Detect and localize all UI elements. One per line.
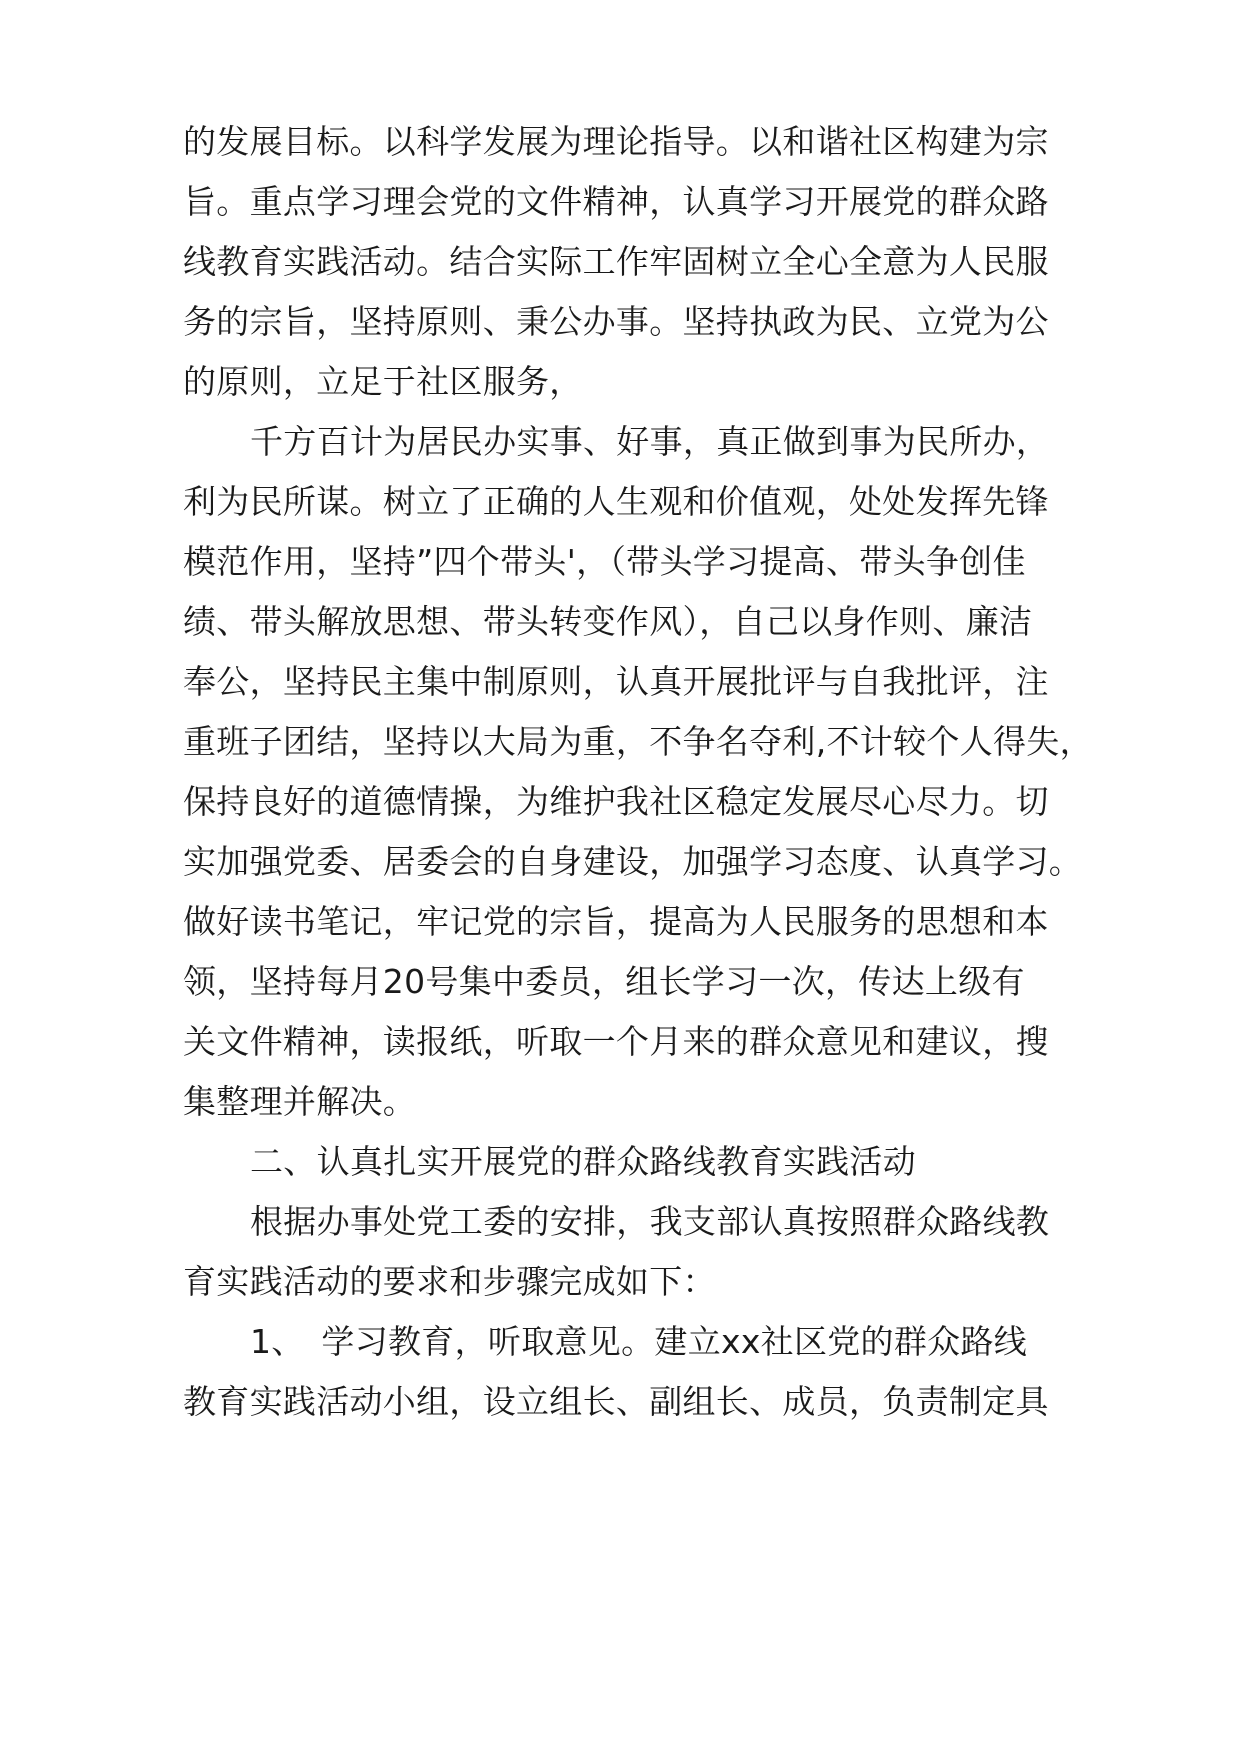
text-line: 的发展目标。以科学发展为理论指导。以和谐社区构建为宗 — [183, 122, 1049, 161]
text-line: 模范作用，坚持”四个带头'，（带头学习提高、带头争创佳 — [183, 542, 1026, 581]
paragraph-first-line: 根据办事处党工委的安排，我支部认真按照群众路线教 — [250, 1202, 1050, 1241]
text-line: 做好读书笔记，牢记党的宗旨，提高为人民服务的思想和本 — [183, 902, 1049, 941]
text-line: 的原则，立足于社区服务， — [183, 362, 583, 401]
text-line: 实加强党委、居委会的自身建设，加强学习态度、认真学习。 — [183, 842, 1083, 881]
text-line: 领，坚持每月20号集中委员，组长学习一次，传达上级有 — [183, 962, 1025, 1001]
text-line: 绩、带头解放思想、带头转变作风），自己以身作则、廉洁 — [183, 602, 1033, 641]
text-line: 务的宗旨，坚持原则、秉公办事。坚持执政为民、立党为公 — [183, 302, 1049, 341]
text-line: 关文件精神，读报纸，听取一个月来的群众意见和建议，搜 — [183, 1022, 1049, 1061]
text-line: 教育实践活动小组，设立组长、副组长、成员，负责制定具 — [183, 1382, 1049, 1421]
text-line: 育实践活动的要求和步骤完成如下： — [183, 1262, 716, 1301]
paragraph-first-line: 千方百计为居民办实事、好事，真正做到事为民所办， — [250, 422, 1050, 461]
text-line: 重班子团结，坚持以大局为重，不争名夺利,不计较个人得失， — [183, 722, 1093, 761]
text-line: 旨。重点学习理会党的文件精神，认真学习开展党的群众路 — [183, 182, 1049, 221]
text-line: 集整理并解决。 — [183, 1082, 417, 1121]
section-heading: 二、认真扎实开展党的群众路线教育实践活动 — [250, 1142, 916, 1181]
text-line: 奉公，坚持民主集中制原则，认真开展批评与自我批评，注 — [183, 662, 1049, 701]
text-line: 利为民所谋。树立了正确的人生观和价值观，处处发挥先锋 — [183, 482, 1049, 521]
list-item-first-line: 1、 学习教育，听取意见。建立xx社区党的群众路线 — [250, 1322, 1028, 1361]
text-line: 线教育实践活动。结合实际工作牢固树立全心全意为人民服 — [183, 242, 1049, 281]
text-line: 保持良好的道德情操，为维护我社区稳定发展尽心尽力。切 — [183, 782, 1049, 821]
